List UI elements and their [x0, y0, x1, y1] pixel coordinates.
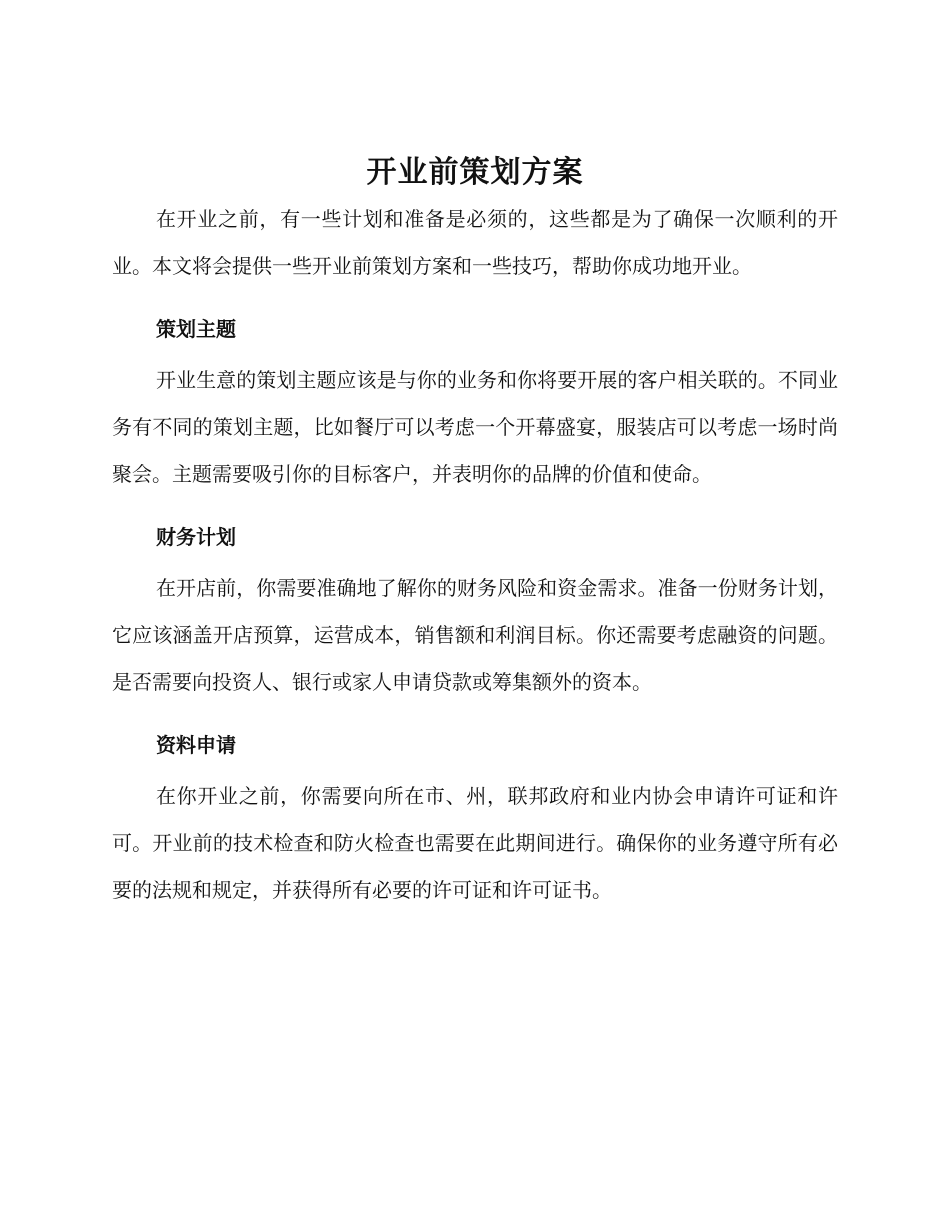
document-title: 开业前策划方案	[366, 155, 584, 190]
section-paragraph: 在你开业之前，你需要向所在市、州，联邦政府和业内协会申请许可证和许可。开业前的技术检查和防火检查也需要在此期间进行。确保你的业务遵守所有必要的法规和规定，并获得所有必要的许可证和许可证书。	[112, 784, 838, 902]
section-paragraph: 在开店前，你需要准确地了解你的财务风险和资金需求。准备一份财务计划，它应该涵盖开店预算，运营成本，销售额和利润目标。你还需要考虑融资的问题。是否需要向投资人、银行或家人申请贷款或筹集额外的资本。	[112, 576, 838, 694]
document-page	[112, 150, 838, 914]
section-heading: 资料申请	[156, 733, 236, 757]
section-heading: 策划主题	[156, 317, 236, 341]
section-theme	[112, 309, 838, 498]
intro-paragraph: 在开业之前，有一些计划和准备是必须的，这些都是为了确保一次顺利的开业。本文将会提供一些开业前策划方案和一些技巧，帮助你成功地开业。	[112, 207, 838, 278]
section-permits	[112, 725, 838, 914]
section-paragraph: 开业生意的策划主题应该是与你的业务和你将要开展的客户相关联的。不同业务有不同的策划主题，比如餐厅可以考虑一个开幕盛宴，服装店可以考虑一场时尚聚会。主题需要吸引你的目标客户，并表明你的品牌的价值和使命。	[112, 368, 838, 486]
section-heading: 财务计划	[156, 525, 236, 549]
section-finance	[112, 517, 838, 706]
